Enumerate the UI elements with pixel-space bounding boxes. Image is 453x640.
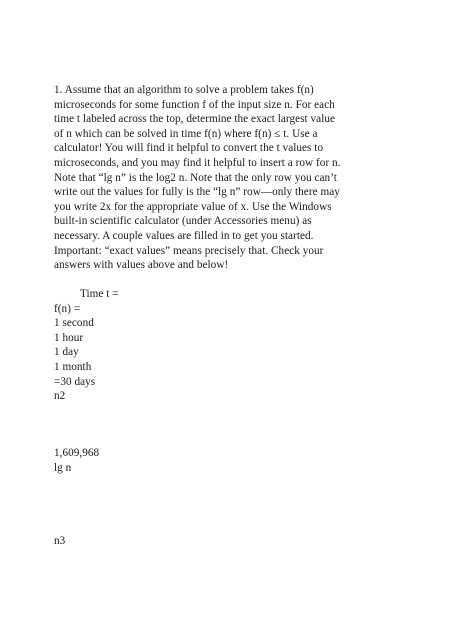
- paragraph-line-11: necessary. A couple values are filled in to get you started.: [54, 230, 314, 242]
- row-value-n2-1-second: 1,609,968: [54, 447, 100, 459]
- row-label-n2: n2: [54, 390, 66, 403]
- row-label-lg-n: lg n: [54, 461, 72, 474]
- row-label-n3: n3: [54, 534, 66, 547]
- paragraph-line-1: 1. Assume that an algorithm to solve a problem takes f(n): [54, 84, 314, 96]
- time-header: Time t =: [80, 288, 119, 300]
- column-header-1-day: 1 day: [54, 346, 79, 359]
- paragraph-line-4: of n which can be solved in time f(n) where f(n) ≤ t. Use a: [54, 127, 318, 140]
- paragraph-line-9: you write 2x for the appropriate value of x. Use the Windows: [54, 200, 332, 213]
- paragraph-line-7: Note that “lg n” is the log2 n. Note that the only row you can’t: [54, 171, 337, 184]
- paragraph-line-12: Important: “exact values” means precisely that. Check your: [54, 244, 324, 257]
- column-header-30-days: =30 days: [54, 375, 96, 388]
- column-header-1-month: 1 month: [54, 361, 92, 373]
- paragraph-line-8: write out the values for fully is the “lg n” row—only there may: [54, 186, 340, 199]
- fn-header: f(n) =: [54, 302, 81, 315]
- paragraph-line-2: microseconds for some function f of the input size n. For each: [54, 98, 335, 111]
- column-header-1-second: 1 second: [54, 317, 94, 330]
- paragraph-line-5: calculator! You will find it helpful to convert the t values to: [54, 142, 324, 155]
- column-header-1-hour: 1 hour: [54, 331, 84, 344]
- paragraph-line-6: microseconds, and you may find it helpful to insert a row for n.: [54, 157, 341, 169]
- paragraph-line-3: time t labeled across the top, determine the exact largest value: [54, 113, 336, 126]
- paragraph-line-13: answers with values above and below!: [54, 259, 229, 272]
- paragraph-line-10: built-in scientific calculator (under Accessories menu) as: [54, 215, 312, 228]
